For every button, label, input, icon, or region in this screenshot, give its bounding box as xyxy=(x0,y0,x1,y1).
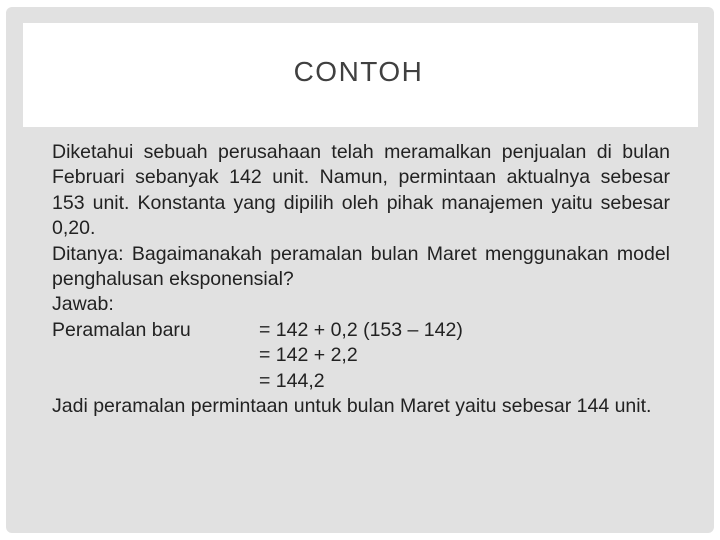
calculation-row-2 xyxy=(52,343,670,368)
answer-label: Jawab: xyxy=(52,293,114,316)
calculation-step-2: = 142 + 2,2 xyxy=(259,344,358,367)
calculation-row-1 xyxy=(52,318,670,343)
slide-title: CONTOH xyxy=(293,56,424,87)
paragraph-question: Ditanya: Bagaimanakah peramalan bulan Maret menggunakan model penghalusan eksponensial? xyxy=(52,242,670,291)
calculation-step-1: = 142 + 0,2 (153 – 142) xyxy=(259,318,463,341)
calculation-step-3: = 144,2 xyxy=(259,369,325,392)
slide-body xyxy=(52,140,670,419)
calculation-row-3 xyxy=(52,369,670,394)
conclusion: Jadi peramalan permintaan untuk bulan Maret yaitu sebesar 144 unit. xyxy=(52,395,652,418)
paragraph-known: Diketahui sebuah perusahaan telah meramalkan penjualan di bulan Februari sebanyak 142 unit. Namun, permintaan aktualnya sebesar 153 unit. Konstanta yang dipilih oleh pihak manajemen yaitu sebesar 0,20. xyxy=(52,141,670,240)
calculation-label: Peramalan baru xyxy=(52,318,191,341)
